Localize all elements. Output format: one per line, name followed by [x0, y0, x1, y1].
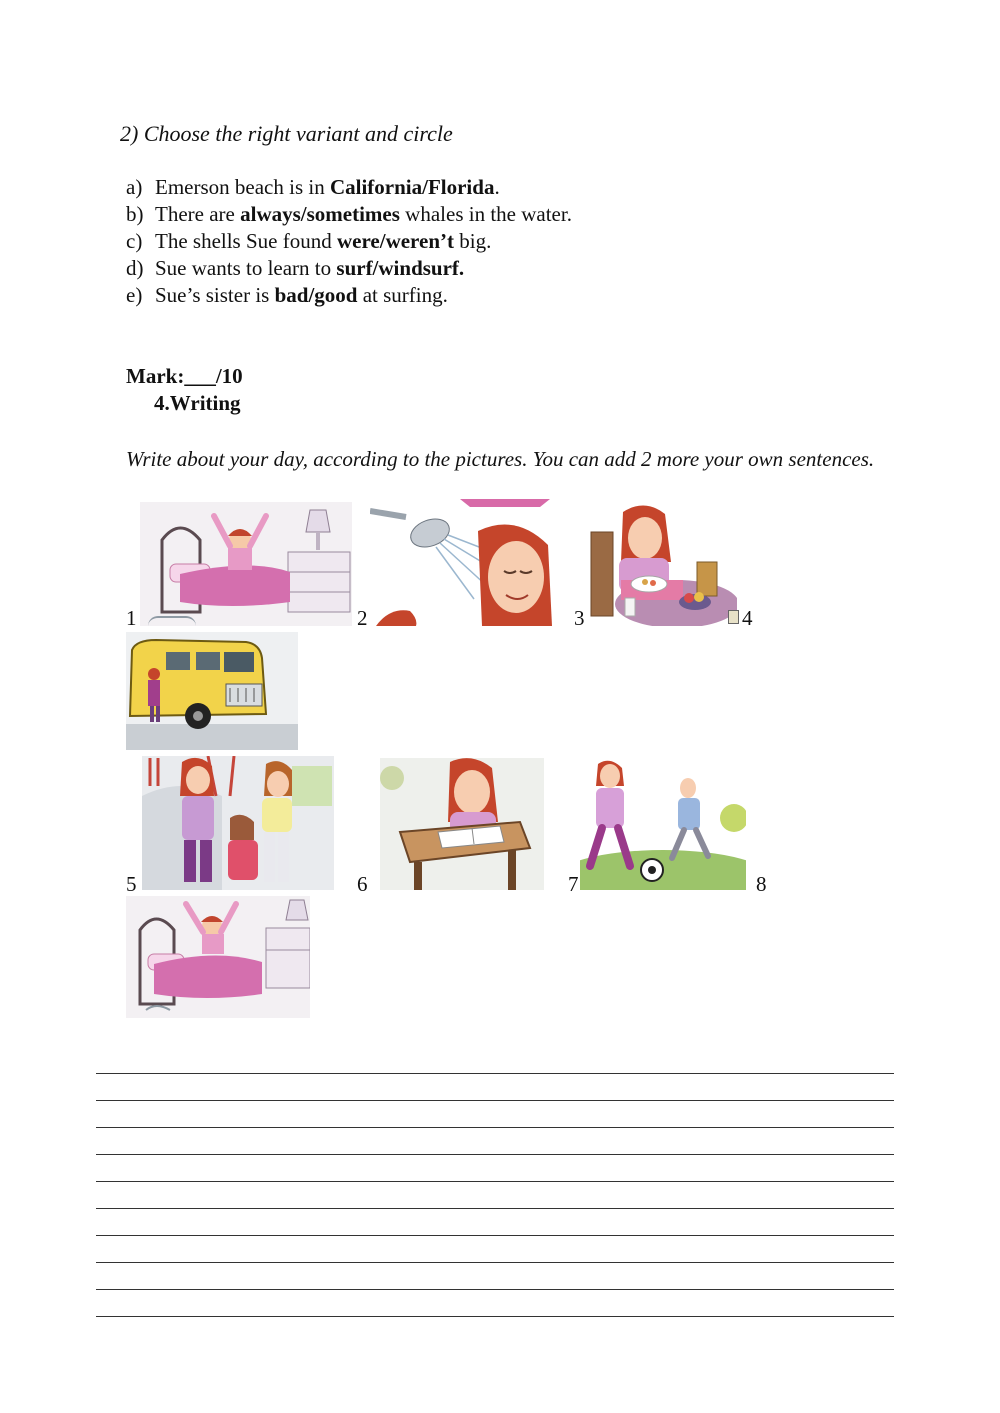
picture-homework [380, 758, 544, 890]
picture-wake-up-2 [126, 896, 310, 1018]
picture-friends [142, 756, 334, 890]
writing-line[interactable] [96, 1073, 894, 1074]
writing-line[interactable] [96, 1100, 894, 1101]
writing-line[interactable] [96, 1208, 894, 1209]
picture-number: 1 [126, 606, 137, 630]
writing-line[interactable] [96, 1181, 894, 1182]
choice-options[interactable]: bad/good [274, 283, 358, 307]
writing-line[interactable] [96, 1316, 894, 1317]
picture-number: 7 [568, 872, 579, 896]
writing-line[interactable] [96, 1154, 894, 1155]
mark-field: Mark:___/10 [126, 364, 243, 388]
picture-number: 8 [756, 872, 767, 896]
door-fragment-icon [728, 610, 739, 624]
choice-options[interactable]: always/sometimes [240, 202, 400, 226]
picture-breakfast [587, 502, 737, 626]
picture-number: 4 [742, 606, 753, 630]
writing-instruction: Write about your day, according to the pictures. You can add 2 more your own sentences. [126, 447, 875, 471]
picture-wake-up [140, 502, 352, 626]
image-fragment [148, 616, 196, 628]
picture-number: 5 [126, 872, 137, 896]
choice-item-c: c) The shells Sue found were/weren’t big. [126, 229, 492, 253]
choice-list [126, 174, 572, 309]
picture-number: 3 [574, 606, 585, 630]
choice-options[interactable]: were/weren’t [336, 229, 454, 253]
choice-options[interactable]: California/Florida [329, 175, 495, 199]
choice-options[interactable]: surf/windsurf. [336, 256, 465, 280]
picture-number: 2 [357, 606, 368, 630]
section-title: 4.Writing [154, 391, 241, 415]
writing-line[interactable] [96, 1289, 894, 1290]
choice-item-b: b) There are always/sometimes whales in the water. [126, 202, 572, 226]
picture-shower [370, 499, 570, 626]
picture-bus [126, 632, 298, 750]
choice-item-e: e) Sue’s sister is bad/good at surfing. [126, 283, 448, 307]
writing-line[interactable] [96, 1127, 894, 1128]
task-2-title: 2) Choose the right variant and circle [120, 121, 453, 146]
picture-football [580, 758, 746, 890]
writing-line[interactable] [96, 1235, 894, 1236]
choice-item-a: a) Emerson beach is in California/Florida. [126, 175, 500, 199]
choice-item-d: d) Sue wants to learn to surf/windsurf. [126, 256, 465, 280]
picture-number: 6 [357, 872, 368, 896]
writing-line[interactable] [96, 1262, 894, 1263]
